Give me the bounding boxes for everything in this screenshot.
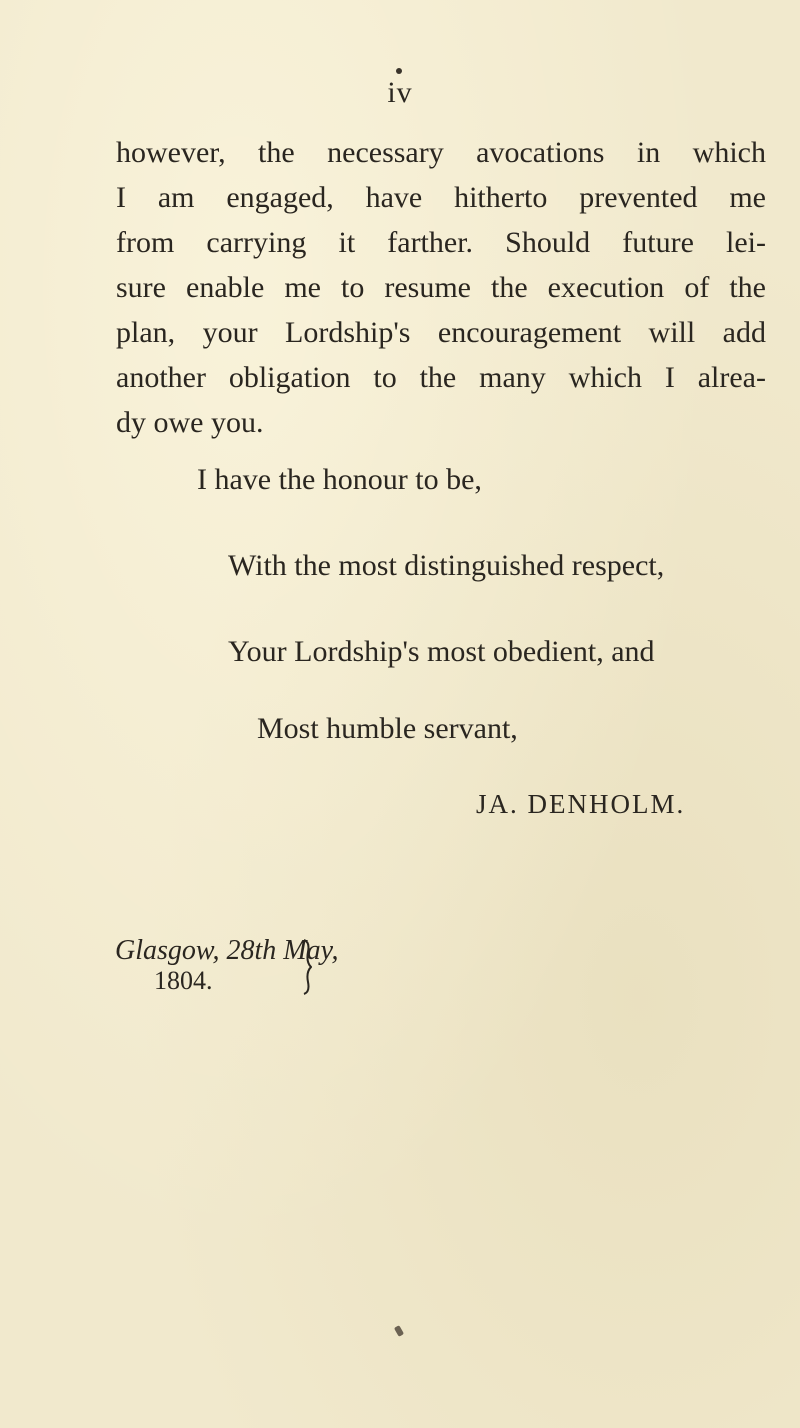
paragraph-line: sure enable me to resume the execution of the xyxy=(116,271,766,304)
paragraph-line: from carrying it farther. Should future lei- xyxy=(116,226,766,259)
paragraph-line: another obligation to the many which I alrea- xyxy=(116,361,766,394)
paragraph-line: I am engaged, have hitherto prevented me xyxy=(116,181,766,214)
brace-icon xyxy=(302,938,312,996)
place-date: Glasgow, 28th May, xyxy=(115,935,339,966)
folio-dot xyxy=(396,68,402,74)
paragraph-line: dy owe you. xyxy=(116,406,264,439)
paragraph-line: however, the necessary avocations in which xyxy=(116,136,766,169)
paragraph-line: plan, your Lordship's encouragement will add xyxy=(116,316,766,349)
closing-line-servant: Most humble servant, xyxy=(257,712,518,745)
closing-line-honour: I have the honour to be, xyxy=(197,463,482,496)
closing-line-obedient: Your Lordship's most obedient, and xyxy=(228,635,655,668)
date-year: 1804. xyxy=(154,966,213,995)
ink-speck xyxy=(394,1325,404,1337)
signature: JA. DENHOLM. xyxy=(476,789,686,819)
page-number: iv xyxy=(387,76,413,109)
closing-line-respect: With the most distinguished respect, xyxy=(228,549,665,582)
body-paragraph xyxy=(116,130,766,445)
